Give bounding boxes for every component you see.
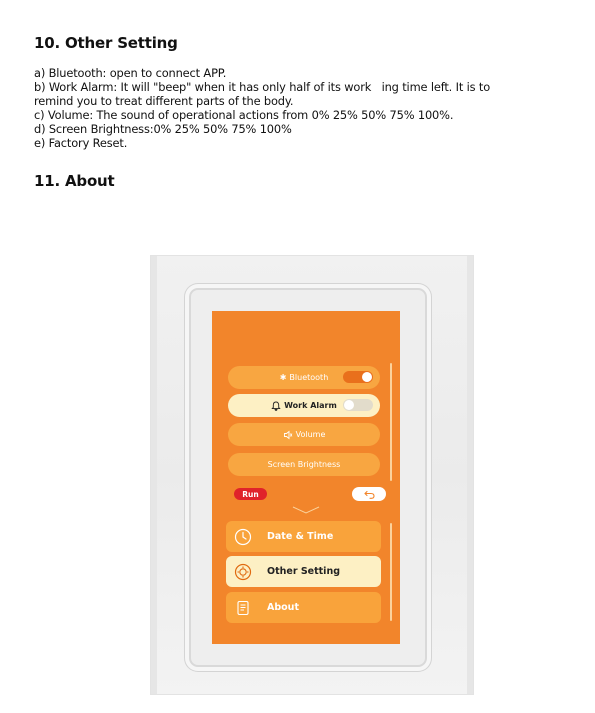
line-work-alarm-cont: remind you to treat different parts of the body. — [34, 94, 294, 108]
device-screen — [212, 311, 400, 644]
toggle-knob — [344, 400, 354, 410]
line-bluetooth: a) Bluetooth: open to connect APP. — [34, 66, 227, 80]
work-alarm-label: Work Alarm — [284, 401, 337, 410]
bell-icon — [271, 401, 281, 411]
clock-icon — [233, 527, 253, 547]
back-arrow-icon — [364, 490, 375, 499]
nav-about-label: About — [267, 602, 299, 613]
line-volume: c) Volume: The sound of operational actions from 0% 25% 50% 75% 100%. — [34, 108, 454, 122]
nav-date-time[interactable] — [226, 521, 381, 552]
nav-scrollbar[interactable] — [390, 523, 392, 621]
section-body — [34, 66, 564, 150]
manual-page — [34, 34, 564, 150]
volume-label: Volume — [295, 430, 326, 439]
bluetooth-label: Bluetooth — [289, 373, 329, 382]
bluetooth-icon: ✱ — [279, 373, 287, 382]
housing-edge-left — [151, 256, 157, 694]
nav-other-setting[interactable] — [226, 556, 381, 587]
bluetooth-toggle[interactable] — [343, 371, 373, 383]
line-work-alarm: b) Work Alarm: It will "beep" when it has only half of its work ing time left. It is to — [34, 80, 491, 94]
nav-date-time-label: Date & Time — [267, 531, 334, 542]
work-alarm-toggle[interactable] — [343, 399, 373, 411]
section-divider-chevron — [292, 505, 320, 515]
bluetooth-item[interactable] — [228, 366, 380, 389]
run-badge[interactable]: Run — [234, 488, 267, 500]
volume-item[interactable] — [228, 423, 380, 446]
document-icon — [233, 598, 253, 618]
nav-about[interactable] — [226, 592, 381, 623]
submenu-scrollbar[interactable] — [390, 363, 392, 481]
work-alarm-item[interactable] — [228, 394, 380, 417]
speaker-icon — [283, 430, 293, 440]
nav-other-setting-label: Other Setting — [267, 566, 341, 577]
section-title-other-setting: 10. Other Setting — [34, 34, 178, 52]
line-factory-reset: e) Factory Reset. — [34, 136, 128, 150]
screen-brightness-label: Screen Brightness — [267, 460, 341, 469]
settings-icon — [233, 562, 253, 582]
section-title-about: 11. About — [34, 172, 115, 190]
toggle-knob — [362, 372, 372, 382]
housing-edge-right — [467, 256, 473, 694]
back-button[interactable] — [352, 487, 386, 501]
screen-brightness-item[interactable] — [228, 453, 380, 476]
line-screen-brightness: d) Screen Brightness:0% 25% 50% 75% 100% — [34, 122, 292, 136]
